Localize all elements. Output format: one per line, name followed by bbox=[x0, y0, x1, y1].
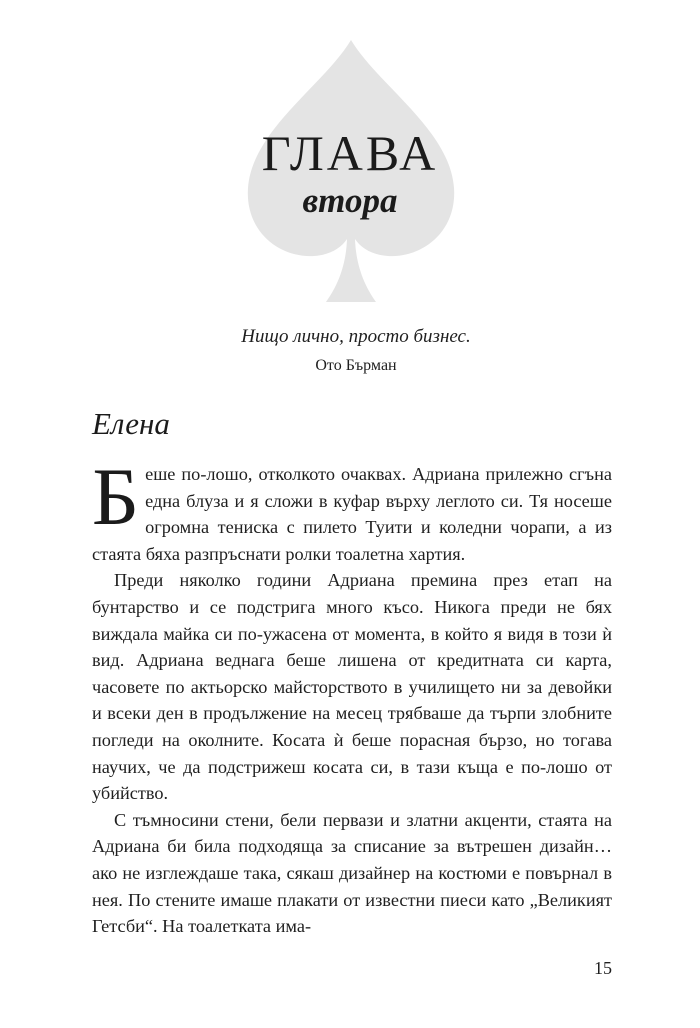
paragraph bbox=[92, 451, 612, 567]
epigraph-quote: Нищо лично, просто бизнес. bbox=[241, 326, 471, 347]
paragraph: Преди няколко години Адриана премина през етап на бунтарство и се подстрига много късо. Никога преди не бях виждала майка си по-ужасена от момента, в който я видя в този ѝ вид. Адриана веднага беше лишена от кредитната си карта, часовете по актьорско майсторството в училището ни за девойки и всеки ден в продължение на месец трябваше да търпи злобните погледи на околните. Косата ѝ беше порасная бързо, но тогава научих, че да подстрижеш косата си, в тази къща е по-лошо от убийство. bbox=[92, 570, 612, 804]
drop-cap: Б bbox=[92, 451, 140, 542]
paragraph-text: еше по-лошо, отколкото очаквах. Адриана прилежно сгъна една блуза и я сложи в куфар върху леглото си. Тя носеше огромна тениска с пилето Туити и коледни чорапи, а из стаята бяха разпръснати ролки тоалетна хартия. bbox=[92, 464, 612, 564]
body-text bbox=[92, 451, 612, 940]
paragraph: С тъмносини стени, бели первази и златни акценти, стаята на Адриана би била подходяща за списание за вътрешен дизайн… ако не изглеждаше така, сякаш дизайнер на костюми е повърнал в нея. По стените имаше плакати от известни пиеси като „Великият Гетсби“. На тоалетката има- bbox=[92, 809, 612, 937]
epigraph-author: Ото Бърман bbox=[315, 357, 397, 374]
page-number: 15 bbox=[594, 958, 612, 978]
chapter-number: втора bbox=[302, 181, 398, 220]
chapter-title: ГЛАВА bbox=[261, 125, 439, 181]
section-heading: Елена bbox=[92, 406, 170, 441]
